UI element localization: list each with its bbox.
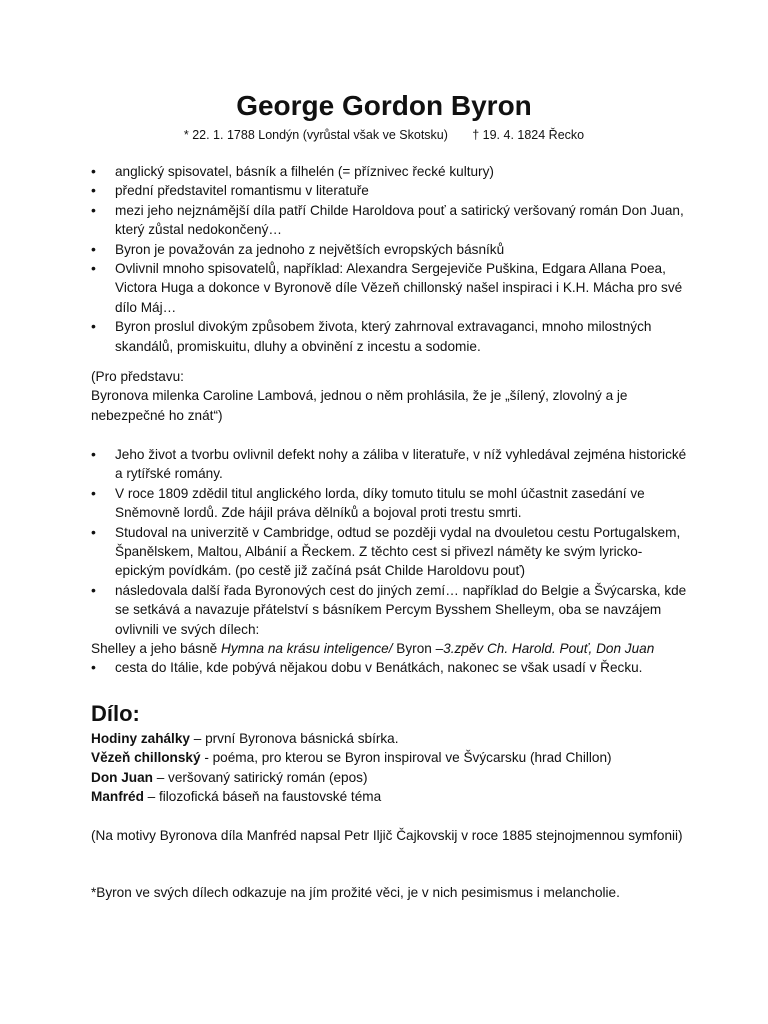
list-item: • cesta do Itálie, kde pobývá nějakou dobu v Benátkách, nakonec se však usadí v Řecku. [91,658,691,677]
section-heading-dilo: Dílo: [91,701,140,726]
bullet-list-intro [91,162,691,356]
work-name: Manfréd [91,789,144,805]
note-text: (Na motivy Byronova díla Manfréd napsal Petr Iljič Čajkovskij v roce 1885 stejnojmennou symfonii) [91,828,683,843]
list-item: • Byron proslul divokým způsobem života, který zahrnoval extravaganci, mnoho milostných skandálů, promiskuitu, dluhy a obvinění z incestu a sodomie. [91,317,691,356]
bullet-list-life [91,445,691,678]
list-item: • mezi jeho nejznámější díla patří Childe Haroldova pouť a satirický veršovaný román Don Juan, který zůstal nedokončený… [91,201,691,240]
list-item: • V roce 1809 zdědil titul anglického lorda, díky tomuto titulu se mohl účastnit zasedání ve Sněmovně lordů. Zde hájil práva dělníků a bojoval proti trestu smrti. [91,484,691,523]
list-item: • anglický spisovatel, básník a filhelén (= příznivec řecké kultury) [91,162,691,181]
work-desc: – první Byronova básnická sbírka. [189,731,399,746]
work-desc: – filozofická báseň na faustovské téma [143,789,382,805]
closing-note [91,883,691,902]
work-name: Hodiny zahálky [91,731,190,746]
lamb-quote-note [91,367,691,425]
list-item: • Byron je považován za jednoho z největších evropských básníků [91,240,691,259]
work-desc: – veršovaný satirický román (epos) [152,769,368,785]
note-open: (Pro představu: [91,369,184,384]
work-item [91,768,691,787]
shelley-poem: Hymna na krásu inteligence/ [221,641,393,657]
list-item: • následovala další řada Byronových cest do jiných zemí… například do Belgie a Švýcarska, kde se setkává a navazuje přátelství s básníkem Percym Bysshem Shelleym, oba se navzájem ovlivnili ve svých dílech: [91,581,691,639]
shelley-prefix: Shelley a jeho básně [91,641,221,657]
shelley-line [91,639,691,658]
note-text: *Byron ve svých dílech odkazuje na jím prožité věci, je v nich pesimismus i melancholie. [91,885,620,900]
work-name: Don Juan [91,769,153,785]
works-list [91,729,691,807]
page-title: George Gordon Byron [236,90,532,121]
work-desc: - poéma, pro kterou se Byron inspiroval ve Švýcarsku (hrad Chillon) [200,750,612,766]
shelley-middle: Byron – [392,641,444,657]
work-name: Vězeň chillonský [91,750,201,766]
list-item: • Jeho život a tvorbu ovlivnil defekt nohy a záliba v literatuře, v níž vyhledával zejména historické a rytířské romány. [91,445,691,484]
work-item [91,729,691,748]
tchaikovsky-note [91,826,691,845]
list-item: • přední představitel romantismu v literatuře [91,181,691,200]
byron-works: 3.zpěv Ch. Harold. Pouť, Don Juan [443,641,655,657]
work-item [91,748,691,767]
list-item: • Ovlivnil mnoho spisovatelů, například: Alexandra Sergejeviče Puškina, Edgara Allana Poea, Victora Huga a dokonce v Byronově díle Vězeň chillonský našel inspiraci i K.H. Mácha pro své dílo Máj… [91,259,691,317]
work-item [91,787,691,806]
note-quote: Byronova milenka Caroline Lambová, jednou o něm prohlásila, že je „šílený, zlovolný a je nebezpečné ho znát“) [91,388,628,423]
list-item: • Studoval na univerzitě v Cambridge, odtud se později vydal na dvouletou cestu Portugalskem, Španělskem, Maltou, Albánií a Řeckem. Z těchto cest si přivezl náměty ke svým lyricko-epickým povídkám. (po cestě již začíná psát Childe Haroldovu pouť) [91,523,691,581]
life-dates: * 22. 1. 1788 Londýn (vyrůstal však ve Skotsku) † 19. 4. 1824 Řecko [183,128,585,142]
